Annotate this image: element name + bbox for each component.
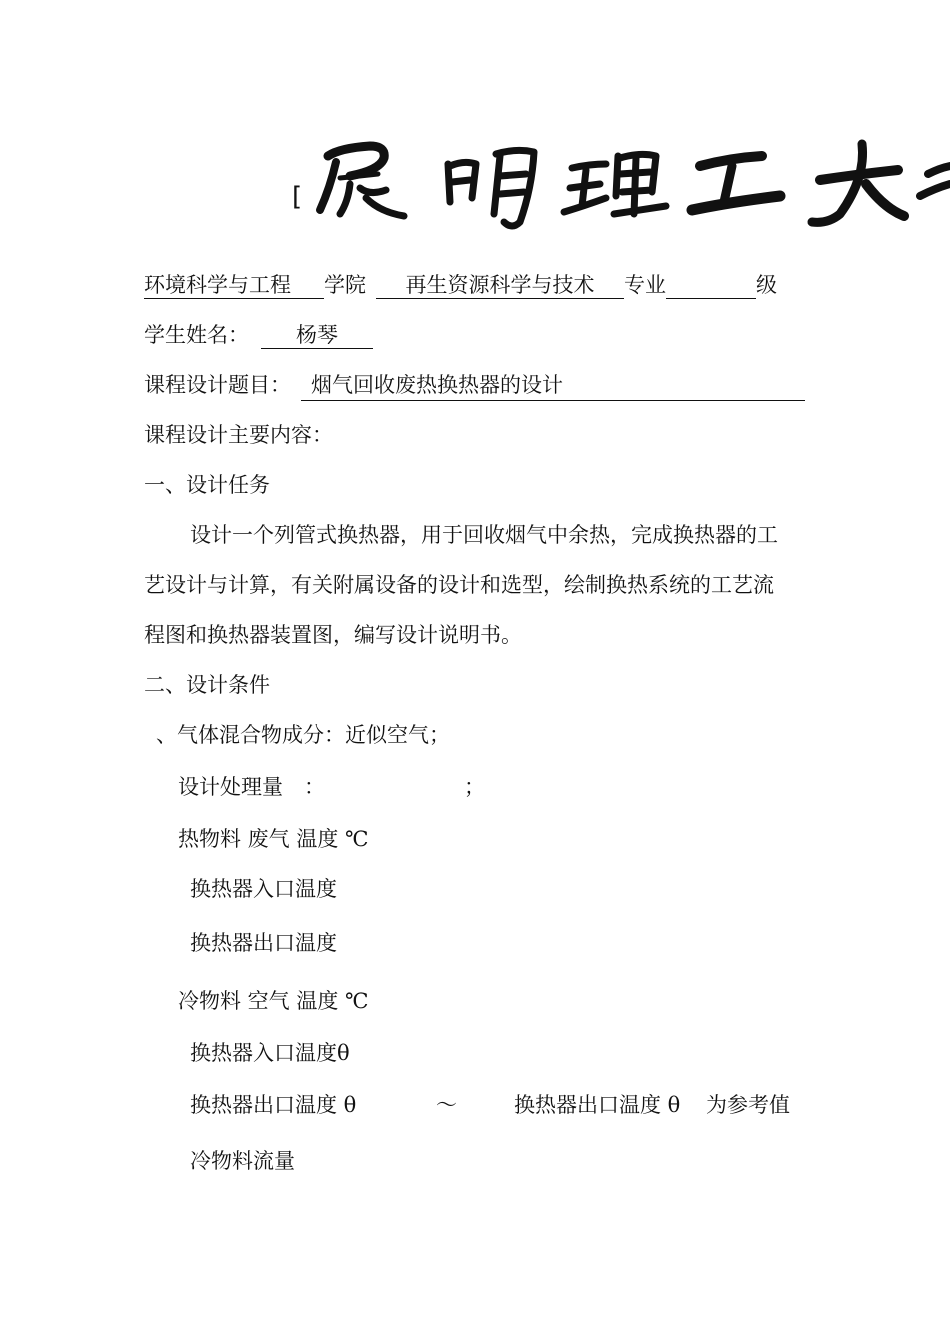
capacity-colon: ： [304, 775, 325, 799]
section1-title: 一、设计任务 [144, 473, 270, 497]
cold-outlet-temp-b: 换热器出口温度 θ [514, 1093, 681, 1117]
bracket-mark: [ [292, 182, 303, 212]
student-name-line [144, 322, 373, 349]
college-value: 环境科学与工程 [144, 272, 324, 299]
section2-title: 二、设计条件 [144, 673, 270, 697]
reference-value-note: 为参考值 [706, 1093, 790, 1117]
college-label: 学院 [324, 273, 366, 297]
major-value: 再生资源科学与技术 [376, 272, 624, 299]
student-value: 杨琴 [261, 322, 373, 349]
task-para-line3: 程图和换热器装置图，编写设计说明书。 [144, 623, 522, 647]
cold-inlet-temp: 换热器入口温度θ [190, 1041, 350, 1065]
task-para-line2: 艺设计与计算，有关附属设备的设计和选型，绘制换热系统的工艺流 [144, 573, 774, 597]
topic-value: 烟气回收废热换热器的设计 [301, 372, 805, 401]
university-calligraphy-logo [300, 118, 950, 238]
task-para-line1: 设计一个列管式换热器，用于回收烟气中余热，完成换热器的工 [190, 523, 778, 547]
college-major-line [144, 272, 777, 299]
content-label: 课程设计主要内容： [144, 423, 333, 447]
grade-label: 级 [756, 273, 777, 297]
cold-material-label: 冷物料 空气 温度 ℃ [178, 989, 369, 1013]
capacity-end: ； [464, 775, 485, 799]
student-label: 学生姓名： [144, 323, 249, 347]
hot-outlet-temp: 换热器出口温度 [190, 931, 337, 955]
topic-line [144, 372, 805, 401]
major-label: 专业 [624, 273, 666, 297]
topic-label: 课程设计题目： [144, 373, 291, 397]
cold-outlet-temp-a: 换热器出口温度 θ [190, 1093, 357, 1117]
hot-inlet-temp: 换热器入口温度 [190, 877, 337, 901]
cold-outlet-tilde: ～ [436, 1093, 457, 1117]
capacity-label: 设计处理量 [178, 775, 283, 799]
cold-flow-rate: 冷物料流量 [190, 1149, 295, 1173]
grade-value [666, 272, 756, 299]
gas-composition: 、气体混合物成分：近似空气； [156, 723, 450, 747]
hot-material-label: 热物料 废气 温度 ℃ [178, 827, 369, 851]
